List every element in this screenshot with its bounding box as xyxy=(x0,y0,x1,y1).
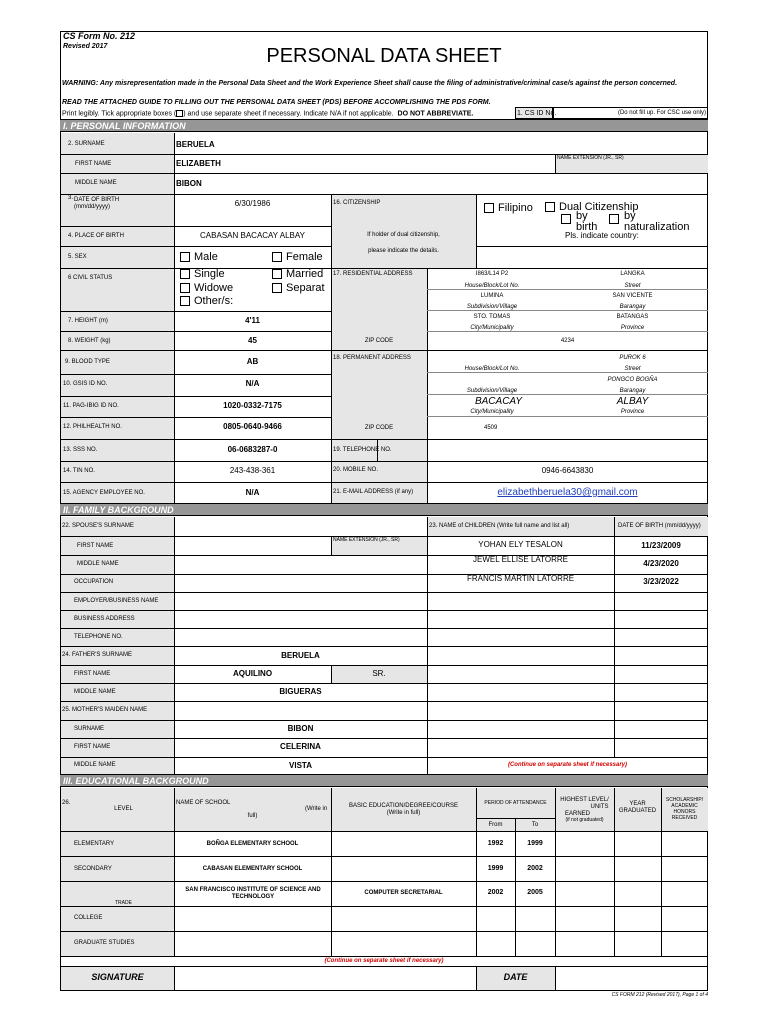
father-first-name-value[interactable]: AQUILINO xyxy=(232,669,273,678)
scholarship-header-4: RECEIVED xyxy=(671,815,698,821)
surname-label: 2. SURNAME xyxy=(68,141,105,147)
school-header: NAME OF SCHOOL xyxy=(176,800,231,806)
res-barangay-caption: Barangay xyxy=(619,304,646,310)
to-header: To xyxy=(531,822,539,828)
weight-label: 8. WEIGHT (kg) xyxy=(68,338,111,344)
father-ext-value[interactable]: SR. xyxy=(372,669,386,678)
course-header: BASIC EDUCATION/DEGREE/COURSE xyxy=(349,803,458,809)
blood-type-value[interactable]: AB xyxy=(246,357,259,366)
perm-subdivision-caption: Subdivision/Village xyxy=(466,388,518,394)
mother-surname-label: SURNAME xyxy=(74,726,105,732)
others-checkbox[interactable]: Other/s: xyxy=(180,296,233,307)
dob-format: (mm/dd/yyyy) xyxy=(74,204,110,210)
res-zip-value[interactable]: 4234 xyxy=(560,338,575,344)
children-dob-label: DATE OF BIRTH (mm/dd/yyyy) xyxy=(618,523,701,529)
date-field[interactable] xyxy=(556,967,707,990)
female-checkbox[interactable]: Female xyxy=(272,252,323,263)
middle-name-label: MIDDLE NAME xyxy=(75,180,117,186)
education-school[interactable]: CABASAN ELEMENTARY SCHOOL xyxy=(202,866,303,872)
year-graduated-header-1: YEAR xyxy=(629,801,646,807)
tin-label: 14. TIN NO. xyxy=(63,468,95,474)
education-school[interactable]: BOÑGA ELEMENTARY SCHOOL xyxy=(206,841,299,847)
print-legibly-text: Print legibly. Tick appropriate boxes ( ) and use separate sheet if necessary. Indicate N/A if not applicable. DO NOT ABBREVIATE. xyxy=(62,110,474,118)
period-header: PERIOD OF ATTENDANCE xyxy=(484,800,547,806)
business-address-label: BUSINESS ADDRESS xyxy=(74,616,135,622)
civil-status-label: 6 CIVIL STATUS xyxy=(68,275,113,281)
education-level-column xyxy=(61,831,174,956)
education-school[interactable]: SAN FRANCISCO INSTITUTE OF SCIENCE AND TECHNOLOGY xyxy=(185,887,321,900)
perm-street-caption: Street xyxy=(624,366,641,372)
widowed-checkbox[interactable]: Widowe xyxy=(180,283,233,294)
mother-middle-name-label: MIDDLE NAME xyxy=(74,762,116,768)
course-header-write: (Write in full) xyxy=(386,810,421,816)
trade-label: TRADE xyxy=(115,900,132,906)
education-continue-note: (Continue on separate sheet if necessary) xyxy=(324,958,444,964)
child-name[interactable]: YOHAN ELY TESALON xyxy=(478,540,563,549)
sss-label: 13. SSS NO. xyxy=(63,447,98,453)
pob-value[interactable]: CABASAN BACACAY ALBAY xyxy=(200,231,305,240)
year-graduated-header-2: GRADUATED xyxy=(618,808,657,814)
children-label: 23. NAME of CHILDREN (Write full name and list all) xyxy=(429,523,570,529)
education-from[interactable]: 1992 xyxy=(487,840,504,847)
first-name-label: FIRST NAME xyxy=(75,161,112,167)
section-personal-info: I. PERSONAL INFORMATION xyxy=(60,119,708,132)
dual-note-1: If holder of dual citizenship, xyxy=(367,232,440,238)
signature-label: SIGNATURE xyxy=(91,972,144,982)
civil-status-options xyxy=(176,269,330,310)
mobile-value[interactable]: 0946-6643830 xyxy=(541,466,594,475)
page-footer-note: CS FORM 212 (Revised 2017), Page 1 of 4 xyxy=(611,992,708,998)
agency-employee-label: 15. AGENCY EMPLOYEE NO. xyxy=(63,490,145,496)
by-birth-checkbox[interactable]: by birth xyxy=(561,214,575,225)
personal-label-column-right xyxy=(331,194,427,503)
page-title: PERSONAL DATA SHEET xyxy=(266,45,502,67)
res-street-caption: Street xyxy=(624,283,641,289)
married-checkbox[interactable]: Married xyxy=(272,269,323,280)
perm-barangay-caption: Barangay xyxy=(619,388,646,394)
perm-city-value[interactable]: BACACAY xyxy=(474,396,523,407)
res-street-value[interactable]: LANGKA xyxy=(620,271,645,277)
spouse-middle-name-label: MIDDLE NAME xyxy=(77,561,119,567)
res-city-value[interactable]: STO. TOMAS xyxy=(473,314,511,320)
father-first-name-label: FIRST NAME xyxy=(74,671,111,677)
email-label: 21. E-MAIL ADDRESS (if any) xyxy=(333,489,414,495)
cs-id-label: 1. CS ID No. xyxy=(517,110,557,117)
dual-note-2: please indicate the details. xyxy=(368,248,439,254)
cs-id-note: (Do not fill up. For CSC use only) xyxy=(617,110,706,116)
scholarship-header-2: ACADEMIC xyxy=(671,803,698,809)
father-middle-name-value[interactable]: BIGUERAS xyxy=(279,687,322,696)
pls-indicate-country: Pls. indicate country: xyxy=(565,231,639,240)
education-from[interactable]: 2002 xyxy=(487,889,504,896)
res-city-caption: City/Municipality xyxy=(470,325,514,331)
child-dob[interactable]: 3/23/2022 xyxy=(643,577,679,586)
perm-province-value[interactable]: ALBAY xyxy=(616,396,649,407)
res-house-caption: House/Block/Lot No. xyxy=(464,283,520,289)
residential-address-label: 17. RESIDENTIAL ADDRESS xyxy=(333,271,413,277)
surname-value[interactable]: BERUELA xyxy=(176,140,215,149)
education-to[interactable]: 2002 xyxy=(527,865,543,872)
education-to[interactable]: 2005 xyxy=(527,889,543,896)
perm-zip-value[interactable]: 4509 xyxy=(484,425,498,431)
res-province-value[interactable]: BATANGAS xyxy=(616,314,649,320)
section-educational-background: III. EDUCATIONAL BACKGROUND xyxy=(60,774,708,787)
tin-value[interactable]: 243-438-361 xyxy=(229,466,276,475)
res-subdivision-value[interactable]: LUMINA xyxy=(480,293,504,299)
education-number: 26. xyxy=(62,800,71,806)
pagibig-value[interactable]: 1020-0332-7175 xyxy=(223,401,282,410)
res-barangay-value[interactable]: SAN VICENTE xyxy=(612,293,653,299)
country-input[interactable] xyxy=(477,247,708,268)
res-zip-label: ZIP CODE xyxy=(364,338,394,344)
date-label: DATE xyxy=(503,972,528,982)
read-guide-text: READ THE ATTACHED GUIDE TO FILLING OUT THE PERSONAL DATA SHEET (PDS) BEFORE ACCOMPLISHING THE PDS FORM. xyxy=(62,99,491,106)
first-name-value[interactable]: ELIZABETH xyxy=(176,159,221,168)
education-from[interactable]: 1999 xyxy=(487,865,504,872)
father-surname-value[interactable]: BERUELA xyxy=(281,651,320,660)
by-naturalization-checkbox[interactable]: by naturalization xyxy=(609,214,623,225)
name-extension-label: NAME EXTENSION (JR., SR) xyxy=(557,155,624,161)
education-level: ELEMENTARY xyxy=(74,841,115,847)
dob-label: DATE OF BIRTH xyxy=(74,197,120,203)
res-house-value[interactable]: I863/L14 P2 xyxy=(475,271,509,277)
philhealth-label: 12. PHILHEALTH NO. xyxy=(63,424,122,430)
child-dob[interactable]: 4/23/2020 xyxy=(643,559,679,568)
permanent-address-label: 18. PERMANENT ADDRESS xyxy=(333,355,411,361)
sex-label: 5. SEX xyxy=(68,254,87,260)
school-header-write-in: (Write in xyxy=(305,806,328,812)
pob-label: 4. PLACE OF BIRTH xyxy=(68,233,124,239)
perm-zip-label: ZIP CODE xyxy=(364,425,394,431)
telephone-label: 19. TELEPHONE NO. xyxy=(333,447,392,453)
citizenship-label: 16. CITIZENSHIP xyxy=(333,200,381,206)
citizenship-note-cell xyxy=(427,194,476,268)
single-checkbox[interactable]: Single xyxy=(180,269,225,280)
education-level: SECONDARY xyxy=(74,866,112,872)
dual-citizenship-checkbox[interactable]: Dual Citizenship xyxy=(545,202,638,213)
level-header: LEVEL xyxy=(114,806,133,812)
scholarship-header-1: SCHOLARSHIP/ xyxy=(665,797,704,803)
employer-label: EMPLOYER/BUSINESS NAME xyxy=(74,598,159,604)
mother-first-name-value[interactable]: CELERINA xyxy=(280,742,321,751)
highest-level-header-3: EARNED xyxy=(564,811,590,817)
res-subdivision-caption: Subdivision/Village xyxy=(466,304,518,310)
education-course[interactable]: COMPUTER SECRETARIAL xyxy=(364,890,443,896)
dob-value[interactable]: 6/30/1986 xyxy=(234,199,271,208)
child-name[interactable]: FRANCIS MARTIN LATORRE xyxy=(466,574,575,583)
perm-house-caption: House/Block/Lot No. xyxy=(464,366,520,372)
perm-barangay-value[interactable]: PONGCO BOGÑA xyxy=(607,377,658,383)
agency-employee-value[interactable]: N/A xyxy=(245,488,260,497)
email-value[interactable]: elizabethberuela30@gmail.com xyxy=(497,487,638,498)
height-value[interactable]: 4'11 xyxy=(245,316,260,325)
mother-middle-name-value[interactable]: VISTA xyxy=(289,761,312,770)
highest-level-header-4: (if not graduated) xyxy=(565,817,604,823)
warning-text: WARNING: Any misrepresentation made in the Personal Data Sheet and the Work Experience Sheet shall cause the filing of administrative/criminal case/s against the person concerned. xyxy=(62,80,678,87)
education-to[interactable]: 1999 xyxy=(527,840,543,847)
mobile-label: 20. MOBILE NO. xyxy=(333,467,379,473)
blood-type-label: 9. BLOOD TYPE xyxy=(65,359,110,365)
school-header-full: full) xyxy=(247,813,258,819)
highest-level-header-2: UNITS xyxy=(590,804,609,810)
family-continue-note: (Continue on separate sheet if necessary) xyxy=(507,762,628,768)
gsis-label: 10. GSIS ID NO. xyxy=(63,381,108,387)
perm-city-caption: City/Municipality xyxy=(470,409,514,415)
education-level: COLLEGE xyxy=(74,915,103,921)
mother-surname-value[interactable]: BIBON xyxy=(287,724,314,733)
spouse-first-name-label: FIRST NAME xyxy=(77,543,114,549)
philhealth-value[interactable]: 0805-0640-9466 xyxy=(223,422,282,431)
spouse-ext-label: NAME EXTENSION (JR., SR) xyxy=(333,537,400,543)
mother-first-name-label: FIRST NAME xyxy=(74,744,111,750)
perm-street-value[interactable]: PUROK 6 xyxy=(619,355,646,361)
dob-number: 3. xyxy=(68,195,74,201)
male-checkbox[interactable]: Male xyxy=(180,252,218,263)
sss-value[interactable]: 06-0683287-0 xyxy=(227,445,278,454)
filipino-checkbox[interactable]: Filipino xyxy=(484,203,533,214)
height-label: 7. HEIGHT (m) xyxy=(68,318,108,324)
signature-field[interactable] xyxy=(175,967,475,990)
occupation-label: OCCUPATION xyxy=(74,579,114,585)
pagibig-label: 11. PAG-IBIG ID NO. xyxy=(63,403,119,409)
form-number: CS Form No. 212 xyxy=(63,31,136,41)
gsis-value[interactable]: N/A xyxy=(245,379,260,388)
revised-label: Revised 2017 xyxy=(63,43,108,50)
middle-name-value[interactable]: BIBON xyxy=(176,179,202,188)
res-province-caption: Province xyxy=(620,325,645,331)
spouse-surname-label: 22. SPOUSE'S SURNAME xyxy=(62,523,134,529)
weight-value[interactable]: 45 xyxy=(248,336,257,345)
education-level: GRADUATE STUDIES xyxy=(74,940,135,946)
mother-maiden-name-label: 25. MOTHER'S MAIDEN NAME xyxy=(62,707,148,713)
highest-level-header-1: HIGHEST LEVEL/ xyxy=(560,797,609,803)
telephone-no-label: TELEPHONE NO. xyxy=(74,634,123,640)
father-middle-name-label: MIDDLE NAME xyxy=(74,689,116,695)
perm-province-caption: Province xyxy=(620,409,645,415)
child-dob[interactable]: 11/23/2009 xyxy=(641,541,681,550)
scholarship-header-3: HONORS xyxy=(673,809,696,815)
father-surname-label: 24. FATHER'S SURNAME xyxy=(62,652,133,658)
from-header: From xyxy=(488,822,503,828)
separated-checkbox[interactable]: Separat xyxy=(272,283,325,294)
child-name[interactable]: JEWEL ELLISE LATORRE xyxy=(473,555,568,564)
section-family-background: II. FAMILY BACKGROUND xyxy=(60,503,708,516)
